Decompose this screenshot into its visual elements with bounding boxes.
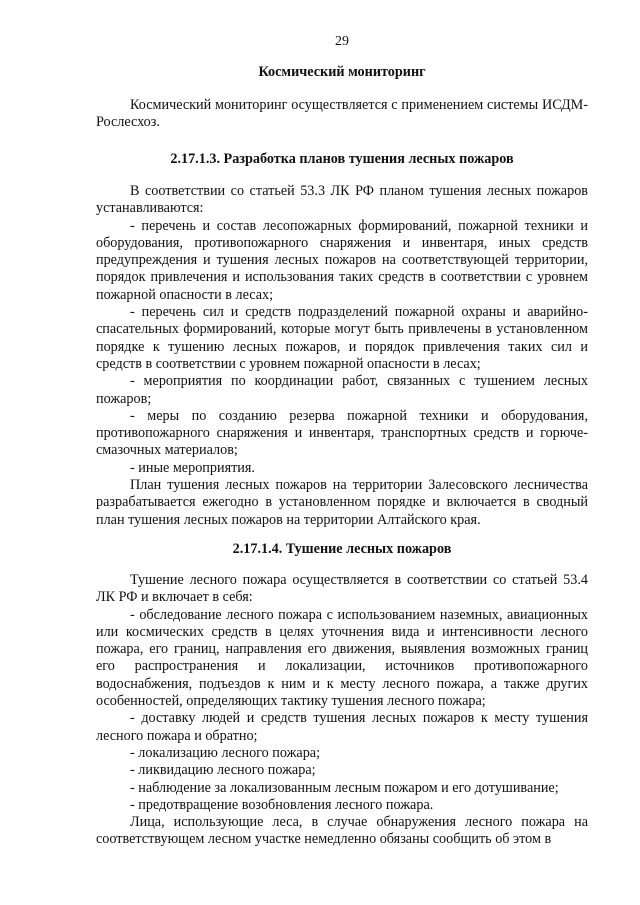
section-3-body bbox=[96, 183, 588, 529]
list-item: - локализацию лесного пожара; bbox=[130, 744, 321, 761]
paragraph: Тушение лесного пожара осуществляется в соответствии со статьей 53.4 ЛК РФ и включает в себя: bbox=[96, 572, 588, 606]
paragraph: В соответствии со статьей 53.3 ЛК РФ планом тушения лесных пожаров устанавливаются: bbox=[96, 183, 588, 217]
list-item: - мероприятия по координации работ, связанных с тушением лесных пожаров; bbox=[96, 373, 588, 407]
list-item: - перечень сил и средств подразделений пожарной охраны и аварийно-спасательных формирований, которые могут быть привлечены в установленном порядке к тушению лесных пожаров, и порядок привлечения таких сил и средств в соответствии с уровнем пожарной опасности в лесах; bbox=[96, 304, 588, 372]
heading-space-monitoring: Космический мониторинг bbox=[258, 64, 426, 80]
list-item: - обследование лесного пожара с использованием наземных, авиационных или космических средств в целях уточнения вида и интенсивности лесного пожара, его границ, направления его движения, выявления возможных границ его распространения и локализации, источников противопожарного водоснабжения, подъездов к ним и к месту лесного пожара, а также других особенностей, определяющих тактику тушения лесного пожара; bbox=[96, 606, 588, 710]
heading-section-2-17-1-4: 2.17.1.4. Тушение лесных пожаров bbox=[232, 541, 452, 557]
list-item: - иные мероприятия. bbox=[130, 459, 255, 476]
list-item: - доставку людей и средств тушения лесных пожаров к месту тушения лесного пожара и обратно; bbox=[96, 710, 588, 744]
list-item: - перечень и состав лесопожарных формирований, пожарной техники и оборудования, противопожарного снаряжения и инвентаря, иных средств предупреждения и тушения лесных пожаров на соответствующей территории, порядок привлечения и использования таких средств в соответствии с уровнем пожарной опасности в лесах; bbox=[96, 217, 588, 303]
list-item: - наблюдение за локализованным лесным пожаром и его дотушивание; bbox=[130, 779, 559, 796]
page-number: 29 bbox=[335, 34, 349, 49]
paragraph: Лица, использующие леса, в случае обнаружения лесного пожара на соответствующем лесном участке немедленно обязаны сообщить об этом в bbox=[96, 814, 588, 848]
list-item: - предотвращение возобновления лесного пожара. bbox=[130, 796, 434, 813]
section-4-body bbox=[96, 572, 588, 849]
paragraph: План тушения лесных пожаров на территории Залесовского лесничества разрабатывается ежегодно в установленном порядке и включается в сводный план тушения лесных пожаров на территории Алтайского края. bbox=[96, 477, 588, 528]
list-item: - меры по созданию резерва пожарной техники и оборудования, противопожарного снаряжения и инвентаря, транспортных средств и горюче-смазочных материалов; bbox=[96, 407, 588, 459]
paragraph: Космический мониторинг осуществляется с применением системы ИСДМ-Рослесхоз. bbox=[96, 97, 588, 131]
section-space-body bbox=[96, 97, 588, 132]
list-item: - ликвидацию лесного пожара; bbox=[130, 762, 316, 779]
heading-section-2-17-1-3: 2.17.1.3. Разработка планов тушения лесных пожаров bbox=[170, 151, 514, 167]
